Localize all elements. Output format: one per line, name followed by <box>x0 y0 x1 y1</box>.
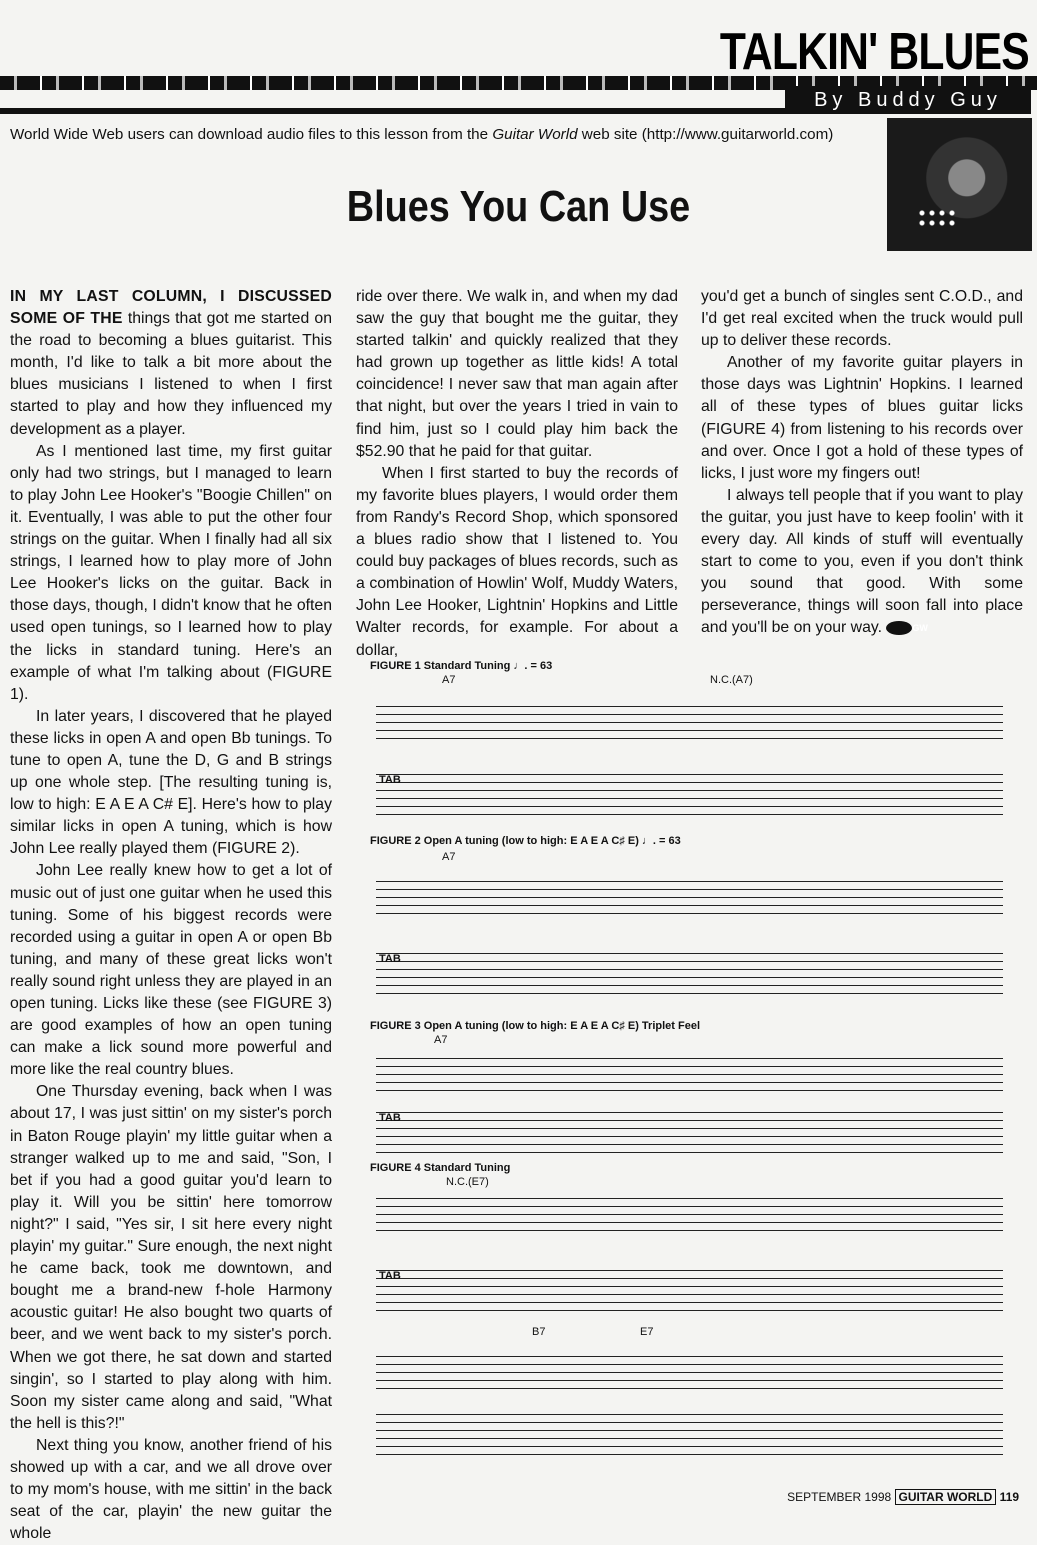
gw-logo-icon: GW <box>886 621 912 635</box>
chord-label: N.C.(A7) <box>710 674 753 686</box>
intro-text: World Wide Web users can download audio files to this lesson from the <box>10 126 493 143</box>
tab-staff <box>376 953 1003 994</box>
paragraph: ride over there. We walk in, and when my dad saw the guy that bought me the guitar, they started talkin' and quickly realized that they had grown up together as little kids! A total coincidence! I never saw that man again after that night, but over the years I tried in vain to find him, just so I could play him back the $52.90 that he paid for that guitar. <box>356 288 678 460</box>
figure-3 <box>370 1020 1005 1160</box>
paragraph: Next thing you know, another friend of his showed up with a car, and we all drove over to my mom's house, with me sittin' in the back seat of the car, playin' the new guitar the whole <box>10 1436 332 1543</box>
music-staff <box>376 1058 1003 1091</box>
figure-caption: FIGURE 3 Open A tuning (low to high: E A E A C♯ E) Triplet Feel <box>370 1020 700 1032</box>
paragraph: Another of my favorite guitar players in those days was Lightnin' Hopkins. I learned all of these types of blues guitar licks (FIGURE 4) from listening to his records over and over. Once I got a hold of these types of licks, I just wore my fingers out! <box>701 354 1023 482</box>
tab-staff <box>376 1112 1003 1153</box>
paragraph-text: things that got me started on the road to becoming a blues guitarist. This month, I'd like to talk a bit more about the blues musicians I listened to when I first started to play and how they influenced my development as a player. <box>10 310 333 438</box>
paragraph <box>701 485 1023 640</box>
byline: By Buddy Guy <box>785 86 1031 114</box>
page-footer <box>787 1490 1019 1504</box>
chord-label: B7 <box>532 1326 546 1338</box>
column-series-title: TALKIN' BLUES <box>720 23 1029 81</box>
article-title: Blues You Can Use <box>346 182 691 231</box>
header-rule <box>0 108 790 114</box>
tab-clef: TAB <box>379 953 401 965</box>
figure-caption: FIGURE 4 Standard Tuning <box>370 1162 511 1174</box>
tab-clef: TAB <box>379 774 401 786</box>
figure-caption: FIGURE 2 Open A tuning (low to high: E A E A C♯ E) ♩. = 63 <box>370 835 681 847</box>
article-column-1 <box>10 286 332 1545</box>
magazine-name: GUITAR WORLD <box>895 1489 997 1505</box>
issue-date: SEPTEMBER 1998 <box>787 1490 892 1504</box>
music-staff <box>376 706 1003 739</box>
figure-caption: FIGURE 1 Standard Tuning ♩. = 63 <box>370 660 553 672</box>
chord-label: A7 <box>434 1034 448 1046</box>
tab-clef: TAB <box>379 1270 401 1282</box>
music-staff <box>376 881 1003 914</box>
figure-4 <box>370 1162 1005 1327</box>
intro-url: web site (http://www.guitarworld.com) <box>577 126 834 143</box>
paragraph: you'd get a bunch of singles sent C.O.D., and I'd get real excited when the truck would pull up to deliver these records. <box>701 288 1023 350</box>
tab-clef: TAB <box>379 1112 401 1124</box>
tab-staff <box>376 1414 1003 1455</box>
paragraph: As I mentioned last time, my first guitar only had two strings, but I managed to learn to play John Lee Hooker's "Boogie Chillen" on it. Eventually, I was able to put the other four strings on the guitar. When I finally had all six strings, I learned how to play more of John Lee Hooker's licks on the guitar. Back in those days, though, I didn't know that he often used open tunings, so I learned how to play the licks in standard tuning. Here's an example of what I'm talking about (FIGURE 1). <box>10 442 332 703</box>
paragraph: When I first started to buy the records of my favorite blues players, I would order them from Randy's Record Shop, which sponsored a blues radio show that I listened to. You could buy packages of blues records, such as a combination of Howlin' Wolf, Muddy Waters, John Lee Hooker, Lightnin' Hopkins and Little Walter records, for example. For about a dollar, <box>356 464 678 659</box>
chord-label: E7 <box>640 1326 654 1338</box>
figure-2 <box>370 835 1005 1005</box>
page-number: 119 <box>999 1490 1019 1504</box>
figure-1 <box>370 660 1005 825</box>
music-staff <box>376 1198 1003 1231</box>
paragraph: In later years, I discovered that he played these licks in open A and open Bb tunings. To tune to open A, tune the D, G and B strings up one whole step. [The resulting tuning is, low to high: E A E A C# E]. Here's how to play similar licks in open A tuning, which is how John Lee really played them (FIGURE 2). <box>10 707 332 858</box>
page-header <box>0 0 1037 120</box>
lead-in: IN MY LAST COLUMN, I DISCUSSED SOME OF THE <box>10 288 332 328</box>
chord-label: N.C.(E7) <box>446 1176 489 1188</box>
article-column-2 <box>356 286 678 662</box>
intro-magazine: Guitar World <box>492 126 578 143</box>
chord-label: A7 <box>442 674 456 686</box>
paragraph-lead <box>10 286 332 441</box>
chord-label: A7 <box>442 851 456 863</box>
figure-4-continued <box>370 1322 1005 1482</box>
paragraph-text: I always tell people that if you want to play the guitar, you just have to keep foolin' with it every day. All kinds of stuff will eventually start to come to you, even if you don't think you sound that good. With some perseverance, things will soon fall into place and you'll be on your way. <box>701 486 1023 637</box>
music-staff <box>376 1356 1003 1389</box>
paragraph: One Thursday evening, back when I was about 17, I was just sittin' on my sister's porch in Baton Rouge playin' my little guitar when a stranger walked up to me and said, "Son, I bet if you had a good guitar you'd learn to play it. Will you be sittin' here tomorrow night?" I said, "Yes sir, I sit here every night playin' my guitar." Sure enough, the next night he came back, took me downtown, and bought me a brand-new f-hole Harmony acoustic guitar! He also bought two quarts of beer, and we went back to my sister's porch. When we got there, he sat down and started singin', so I started to play along with him. Soon my sister came along and said, "What the hell is this?!" <box>10 1083 332 1432</box>
tab-staff <box>376 1270 1003 1311</box>
paragraph: John Lee really knew how to get a lot of music out of just one guitar when he used this tuning. Some of his biggest records were recorded using a guitar in open A or open Bb tuning, and many of these great licks won't really sound right unless they are played in an open tuning. Licks like these (see FIGURE 3) are good examples of how an open tuning can make a lick sound more powerful and more like the real country blues. <box>10 862 332 1079</box>
tab-staff <box>376 774 1003 815</box>
web-download-note <box>10 126 833 143</box>
article-column-3 <box>701 286 1023 640</box>
